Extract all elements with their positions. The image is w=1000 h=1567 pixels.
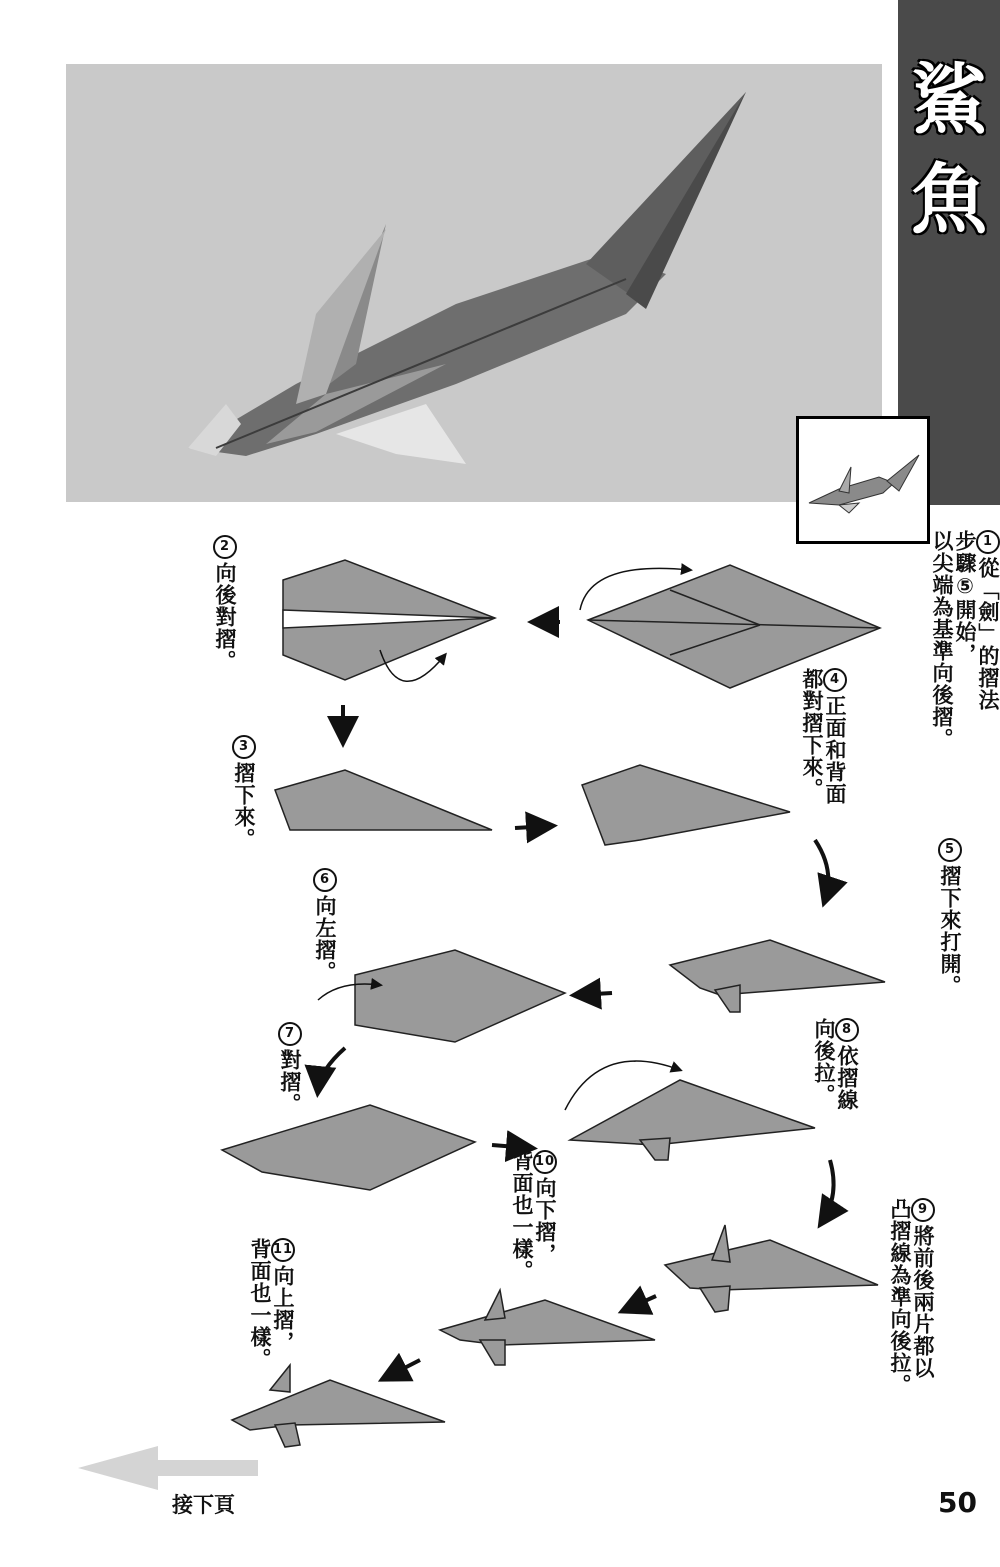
title-char-2: 魚 bbox=[911, 155, 987, 244]
flow-arrow-9-10 bbox=[625, 1296, 656, 1310]
flow-arrow-5-6 bbox=[577, 993, 612, 995]
step-4-label: 4正面和背面 都對摺下來。 bbox=[800, 668, 847, 805]
step-5-label: 5摺下來打開。 bbox=[938, 838, 962, 997]
diagram-step-10 bbox=[440, 1300, 655, 1345]
step-2-label: 2向後對摺。 bbox=[213, 535, 237, 672]
diagram-step-8 bbox=[570, 1080, 815, 1145]
diagram-step-3 bbox=[275, 770, 492, 830]
diagram-step-9 bbox=[665, 1240, 878, 1290]
next-page-label[interactable]: 接下頁 bbox=[172, 1493, 235, 1517]
step-11-label: 11向上摺， 背面也一樣。 bbox=[248, 1238, 295, 1370]
step-7-label: 7對摺。 bbox=[278, 1022, 302, 1115]
diagram-step-7 bbox=[222, 1105, 475, 1190]
next-page-arrow-icon[interactable] bbox=[78, 1446, 268, 1490]
flow-arrow-10-11 bbox=[385, 1360, 420, 1378]
diagram-step-4 bbox=[582, 765, 790, 845]
diagram-step-6 bbox=[355, 950, 565, 1042]
title-char-1: 鯊 bbox=[911, 55, 987, 144]
step-9-label: 9將前後兩片都以 凸摺線為準向後拉。 bbox=[888, 1198, 935, 1396]
diagram-step-5 bbox=[670, 940, 885, 995]
flow-arrow-6-7 bbox=[318, 1048, 345, 1090]
flow-arrow-3-4 bbox=[515, 826, 550, 828]
flow-arrow-4-5 bbox=[815, 840, 828, 900]
step-3-label: 3摺下來。 bbox=[232, 735, 256, 850]
step-10-label: 10向下摺， 背面也一樣。 bbox=[510, 1150, 557, 1282]
page-number: 50 bbox=[938, 1486, 977, 1519]
flow-arrow-7-8 bbox=[492, 1145, 530, 1148]
diagram-step-11 bbox=[232, 1380, 445, 1430]
step-6-label: 6向左摺。 bbox=[313, 868, 337, 983]
flow-arrow-8-9 bbox=[822, 1160, 834, 1222]
step-8-label: 8依摺線 向後拉。 bbox=[812, 1018, 859, 1111]
step-1-label: 1從「劍」的摺法 步驟⑤開始， 以尖端為基準向後摺。 bbox=[930, 530, 1000, 750]
